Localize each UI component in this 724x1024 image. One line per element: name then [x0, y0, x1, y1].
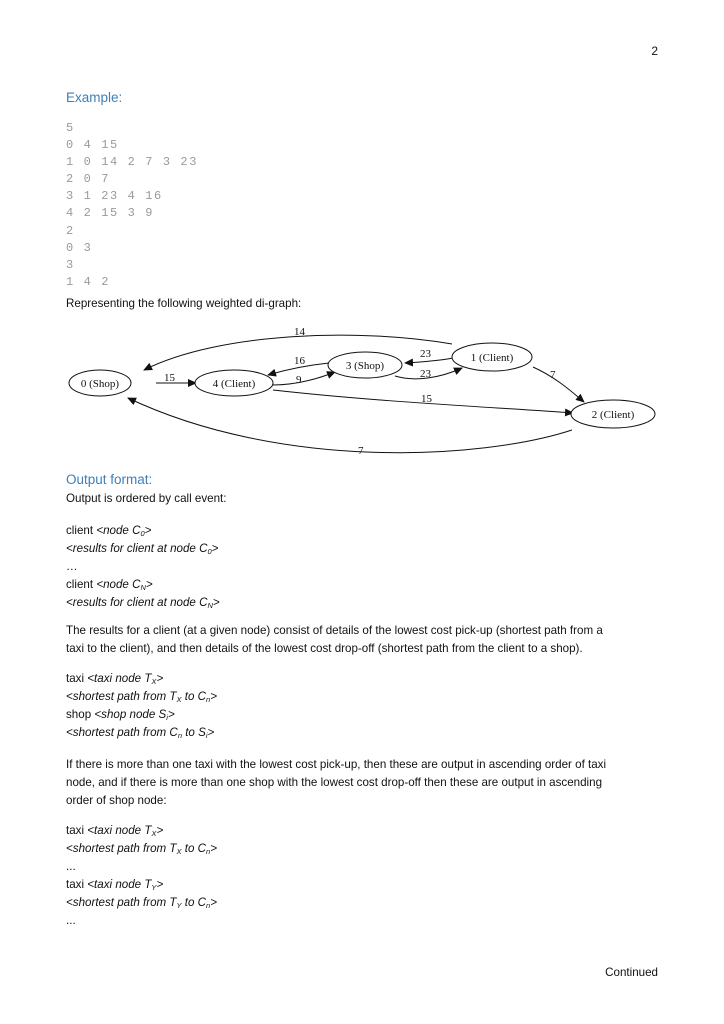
edge-weight-label: 15: [164, 372, 175, 384]
output-format-heading: Output format:: [66, 472, 153, 487]
input-line: 2 0 7: [66, 172, 111, 187]
input-line: 2: [66, 223, 75, 238]
edge-4-3: [272, 372, 335, 385]
client-line: client <node $C_0>$: [66, 524, 152, 538]
input-line: 5: [66, 121, 75, 135]
page-number: 2: [651, 44, 658, 58]
ordering-description: If there is more than one taxi with the lowest cost pick-up, then these are output in ascending order of taxi node, and if there is more than one shop with the lowest cost drop-off then these are output in ascending order of shop node:: [66, 758, 607, 807]
edge-weight-label: 9: [296, 374, 302, 386]
graph-node-label: 1 (Client): [470, 352, 514, 364]
graph-node-label: 0 (Shop): [80, 378, 120, 390]
input-line: 1 4 2: [66, 274, 111, 289]
client-line: client <node $C_N>$: [66, 578, 153, 592]
input-line: 0 4 15: [66, 138, 119, 153]
input-line: 0 3: [66, 240, 93, 255]
example-heading: Example:: [66, 90, 123, 105]
edge-weight-label: 15: [421, 393, 432, 405]
results-description: The results for a client (at a given node) consist of details of the lowest cost pick-up (shortest path from a taxi to the client), and then details of the lowest cost drop-off (shortest path from the client to a shop).: [66, 624, 603, 655]
ellipsis: ...: [66, 860, 76, 873]
edge-2-0: [128, 398, 572, 453]
edge-weight-label: 7: [550, 369, 556, 381]
edge-weight-label: 23: [420, 348, 431, 360]
output-taxi-shop-block: [66, 670, 666, 742]
example-input: [66, 120, 198, 291]
output-intro: Output is ordered by call event:: [66, 492, 227, 505]
edge-weight-label: 16: [294, 355, 305, 367]
taxi-line: taxi <taxi node $T_X>$: [66, 824, 164, 838]
pickup-path-line: <shortest path from $T_Y$ to $C_n>$: [66, 896, 217, 910]
ellipsis: ...: [66, 914, 76, 927]
output-multi-taxi-block: [66, 822, 666, 930]
edge-1-2: [533, 367, 584, 402]
graph-caption: Representing the following weighted di-graph:: [66, 297, 302, 310]
dropoff-path-line: <shortest path from $C_n$ to $S_i>$: [66, 726, 215, 740]
taxi-line: taxi <taxi node $T_Y>$: [66, 878, 164, 892]
ellipsis: …: [66, 560, 78, 573]
output-client-block: [66, 522, 666, 612]
graph-node-label: 2 (Client): [591, 409, 635, 421]
graph-node-label: 3 (Shop): [345, 360, 385, 372]
input-line: 4 2 15 3 9: [66, 206, 155, 221]
edge-weight-label: 14: [294, 326, 305, 338]
shop-line: shop <shop node $S_i>$: [66, 708, 175, 722]
input-line: 3: [66, 257, 75, 272]
input-line: 1 0 14 2 7 3 23: [66, 155, 199, 170]
weighted-digraph: [60, 322, 660, 454]
pickup-path-line: <shortest path from $T_X$ to $C_n>$: [66, 842, 217, 856]
input-line: 3 1 23 4 16: [66, 189, 163, 204]
results-line: <results for client at node $C_0>$: [66, 542, 219, 556]
taxi-line: taxi <taxi node $T_X>$: [66, 672, 164, 686]
continued-footer: Continued: [605, 966, 658, 979]
pickup-path-line: <shortest path from $T_X$ to $C_n>$: [66, 690, 217, 704]
graph-node-label: 4 (Client): [212, 378, 256, 390]
edge-weight-label: 23: [420, 368, 431, 380]
results-line: <results for client at node $C_N>$: [66, 596, 220, 610]
edge-weight-label: 7: [358, 445, 364, 454]
